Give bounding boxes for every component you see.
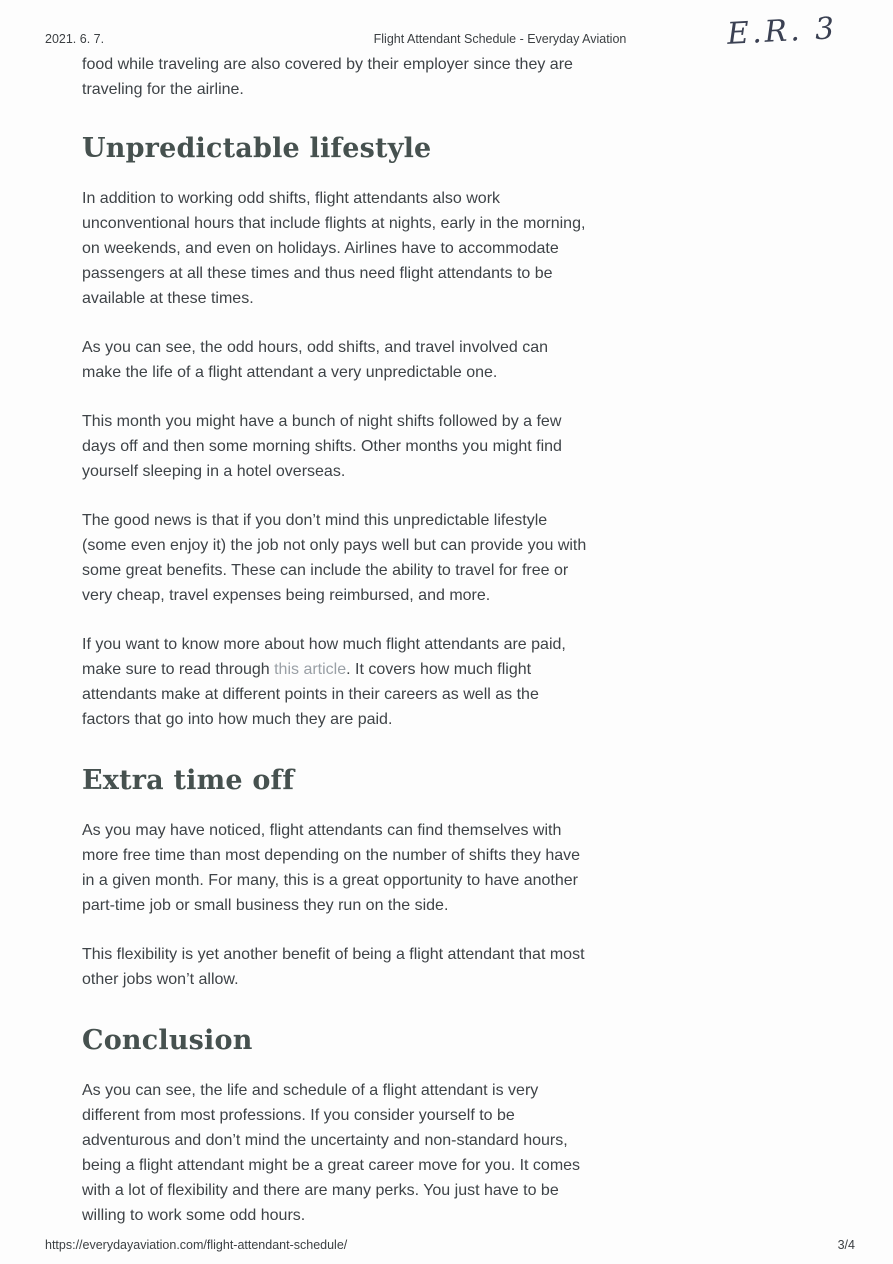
paragraph: In addition to working odd shifts, flight attendants also work unconventional hours that include flights at nights, early in the morning, on weekends, and even on holidays. Airlines have to accommodate passengers at all these times and thus need flight attendants to be available at these times. <box>82 190 586 307</box>
this-article-link[interactable]: this article <box>274 661 347 678</box>
article-content <box>82 52 587 1252</box>
print-header-title: Flight Attendant Schedule - Everyday Aviation <box>373 32 627 46</box>
paragraph: This flexibility is yet another benefit of being a flight attendant that most other jobs won’t allow. <box>82 946 585 988</box>
paragraph: As you can see, the odd hours, odd shifts, and travel involved can make the life of a flight attendant a very unpredictable one. <box>82 339 549 381</box>
paragraph: This month you might have a bunch of night shifts followed by a few days off and then some morning shifts. Other months you might find yourself sleeping in a hotel overseas. <box>82 413 562 480</box>
print-footer-page-number: 3/4 <box>837 1238 855 1252</box>
paragraph-with-link <box>82 632 587 732</box>
section-heading-unpredictable-lifestyle: Unpredictable lifestyle <box>82 133 432 164</box>
paragraph: The good news is that if you don’t mind this unpredictable lifestyle (some even enjoy it) the job not only pays well but can provide you with some great benefits. These can include the ability to travel for free or very cheap, travel expenses being reimbursed, and more. <box>82 512 587 604</box>
paragraph: As you can see, the life and schedule of a flight attendant is very different from most professions. If you consider yourself to be adventurous and don’t mind the uncertainty and non-standard hours, being a flight attendant might be a great career move for you. It comes with a lot of flexibility and there are many perks. You just have to be willing to work some odd hours. <box>82 1082 581 1224</box>
handwritten-annotation: E.R. 3 <box>725 11 838 52</box>
paragraph-text: If you want to know more about how much flight attendants are paid, make sure to read through <box>82 636 566 678</box>
paragraph: As you may have noticed, flight attendants can find themselves with more free time than most depending on the number of shifts they have in a given month. For many, this is a great opportunity to have another part-time job or small business they run on the side. <box>82 822 581 914</box>
paragraph-intro-continuation: food while traveling are also covered by their employer since they are traveling for the airline. <box>82 56 573 98</box>
paragraph-text: . It covers how much flight attendants make at different points in their careers as well as the factors that go into how much they are paid. <box>82 661 539 728</box>
section-heading-extra-time-off: Extra time off <box>82 765 295 796</box>
print-header-date: 2021. 6. 7. <box>45 32 105 46</box>
print-footer-url: https://everydayaviation.com/flight-attendant-schedule/ <box>45 1238 348 1252</box>
section-heading-conclusion: Conclusion <box>82 1025 253 1056</box>
